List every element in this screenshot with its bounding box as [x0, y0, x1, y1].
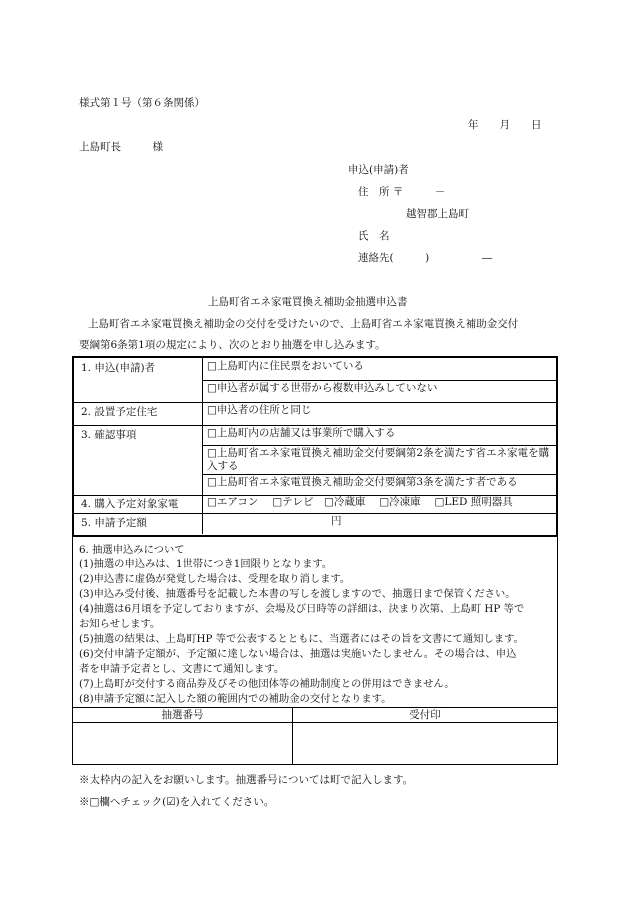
- lottery-number-field[interactable]: [73, 723, 292, 764]
- row-label: [74, 425, 203, 495]
- row-label: [74, 402, 203, 425]
- reception-stamp-header: 受付印: [293, 708, 557, 723]
- note-line: (5)抽選の結果は、上島町HP 等で公表するとともに、当選者にはその旨を文書にて通知します。: [79, 633, 524, 645]
- checkbox-article3[interactable]: □上島町省エネ家電買換え補助金交付要綱第3条を満たす者である: [207, 476, 518, 488]
- footer-note-1: ※太枠内の記入をお願いします。抽選番号については町で記入します。: [79, 774, 414, 786]
- note-line: (2)申込書に虚偽が発覚した場合は、受理を取り消します。: [79, 573, 351, 585]
- name-label: 氏 名: [358, 230, 390, 242]
- checkbox-single-application[interactable]: □申込者が属する世帯から複数申込みしていない: [207, 382, 438, 394]
- appliance-checkboxes[interactable]: □エアコン □テレビ □冷蔵庫 □冷凍庫 □LED 照明器具: [207, 496, 513, 508]
- notes-heading: 6. 抽選申込みについて: [79, 544, 185, 556]
- checkbox-same-address[interactable]: □申込者の住所と同じ: [207, 404, 312, 416]
- addressee: 上島町長 様: [79, 141, 163, 153]
- row-amount: [74, 513, 556, 534]
- address-label: 住 所 〒 －: [358, 186, 446, 198]
- document-title: 上島町省エネ家電買換え補助金抽選申込書: [208, 296, 408, 308]
- section3-label: 3. 確認事項: [81, 429, 137, 441]
- row-label: [74, 495, 203, 513]
- intro-line-1: 上島町省エネ家電買換え補助金の交付を受けたいので、上島町省エネ家電買換え補助金交付: [88, 318, 519, 330]
- application-table: [72, 356, 558, 537]
- section5-label: 5. 申請予定額: [81, 517, 147, 529]
- checkbox-article2[interactable]: □上島町省エネ家電買換え補助金交付要綱第2条を満たす省エネ家電を購入する: [203, 445, 556, 475]
- section4-label: 4. 購入予定対象家電: [81, 498, 179, 510]
- applicant-heading: 申込(申請)者: [348, 164, 409, 176]
- lottery-number-header: 抽選番号: [73, 708, 292, 723]
- row-label: [74, 513, 203, 534]
- row-applicant: [74, 358, 556, 403]
- note-line: (1)抽選の申込みは、1世帯につき1回限りとなります。: [79, 558, 333, 570]
- note-line: (6)交付申請予定額が、予定額に達しない場合は、抽選は実施いたしません。その場合は、申込: [79, 648, 517, 660]
- note-line: (4)抽選は6月頃を予定しておりますが、会場及び日時等の詳細は、決まり次第、上島町 HP 等で: [79, 603, 525, 615]
- contact-label: 連絡先( ) ―: [358, 252, 493, 264]
- office-use-table: [72, 707, 558, 765]
- footer-note-2: ※□欄へチェック(☑)を入れてください。: [79, 796, 275, 808]
- reception-stamp-field[interactable]: [293, 723, 557, 764]
- note-line: 者を申請予定者とし、文書にて通知します。: [79, 663, 285, 675]
- note-line: (3)申込み受付後、抽選番号を記載した本書の写しを渡しますので、抽選日まで保管ください。: [79, 588, 516, 600]
- date-line: 年 月 日: [468, 119, 542, 131]
- row-label: [74, 358, 203, 402]
- address-town: 越智郡上島町: [406, 208, 469, 220]
- row-appliance: [74, 495, 556, 514]
- row-residence: [74, 402, 556, 426]
- checkbox-local-store[interactable]: □上島町内の店舗又は事業所で購入する: [203, 425, 556, 446]
- note-line: お知らせします。: [79, 618, 161, 630]
- yen-unit: 円: [331, 515, 342, 527]
- form-number: 様式第１号（第６条関係）: [79, 97, 205, 109]
- lottery-notes: [72, 537, 558, 707]
- section2-label: 2. 設置予定住宅: [81, 406, 158, 418]
- row-confirmation: [74, 425, 556, 496]
- section1-label: 1. 申込(申請)者: [81, 362, 156, 374]
- note-line: (8)申請予定額に記入した額の範囲内での補助金の交付となります。: [79, 693, 392, 705]
- note-line: (7)上島町が交付する商品券及びその他団体等の補助制度との併用はできません。: [79, 678, 455, 690]
- checkbox-resident[interactable]: □上島町内に住民票をおいている: [203, 358, 556, 381]
- amount-field[interactable]: [203, 513, 556, 534]
- intro-line-2: 要綱第6条第1項の規定により、次のとおり抽選を申し込みます。: [79, 339, 386, 351]
